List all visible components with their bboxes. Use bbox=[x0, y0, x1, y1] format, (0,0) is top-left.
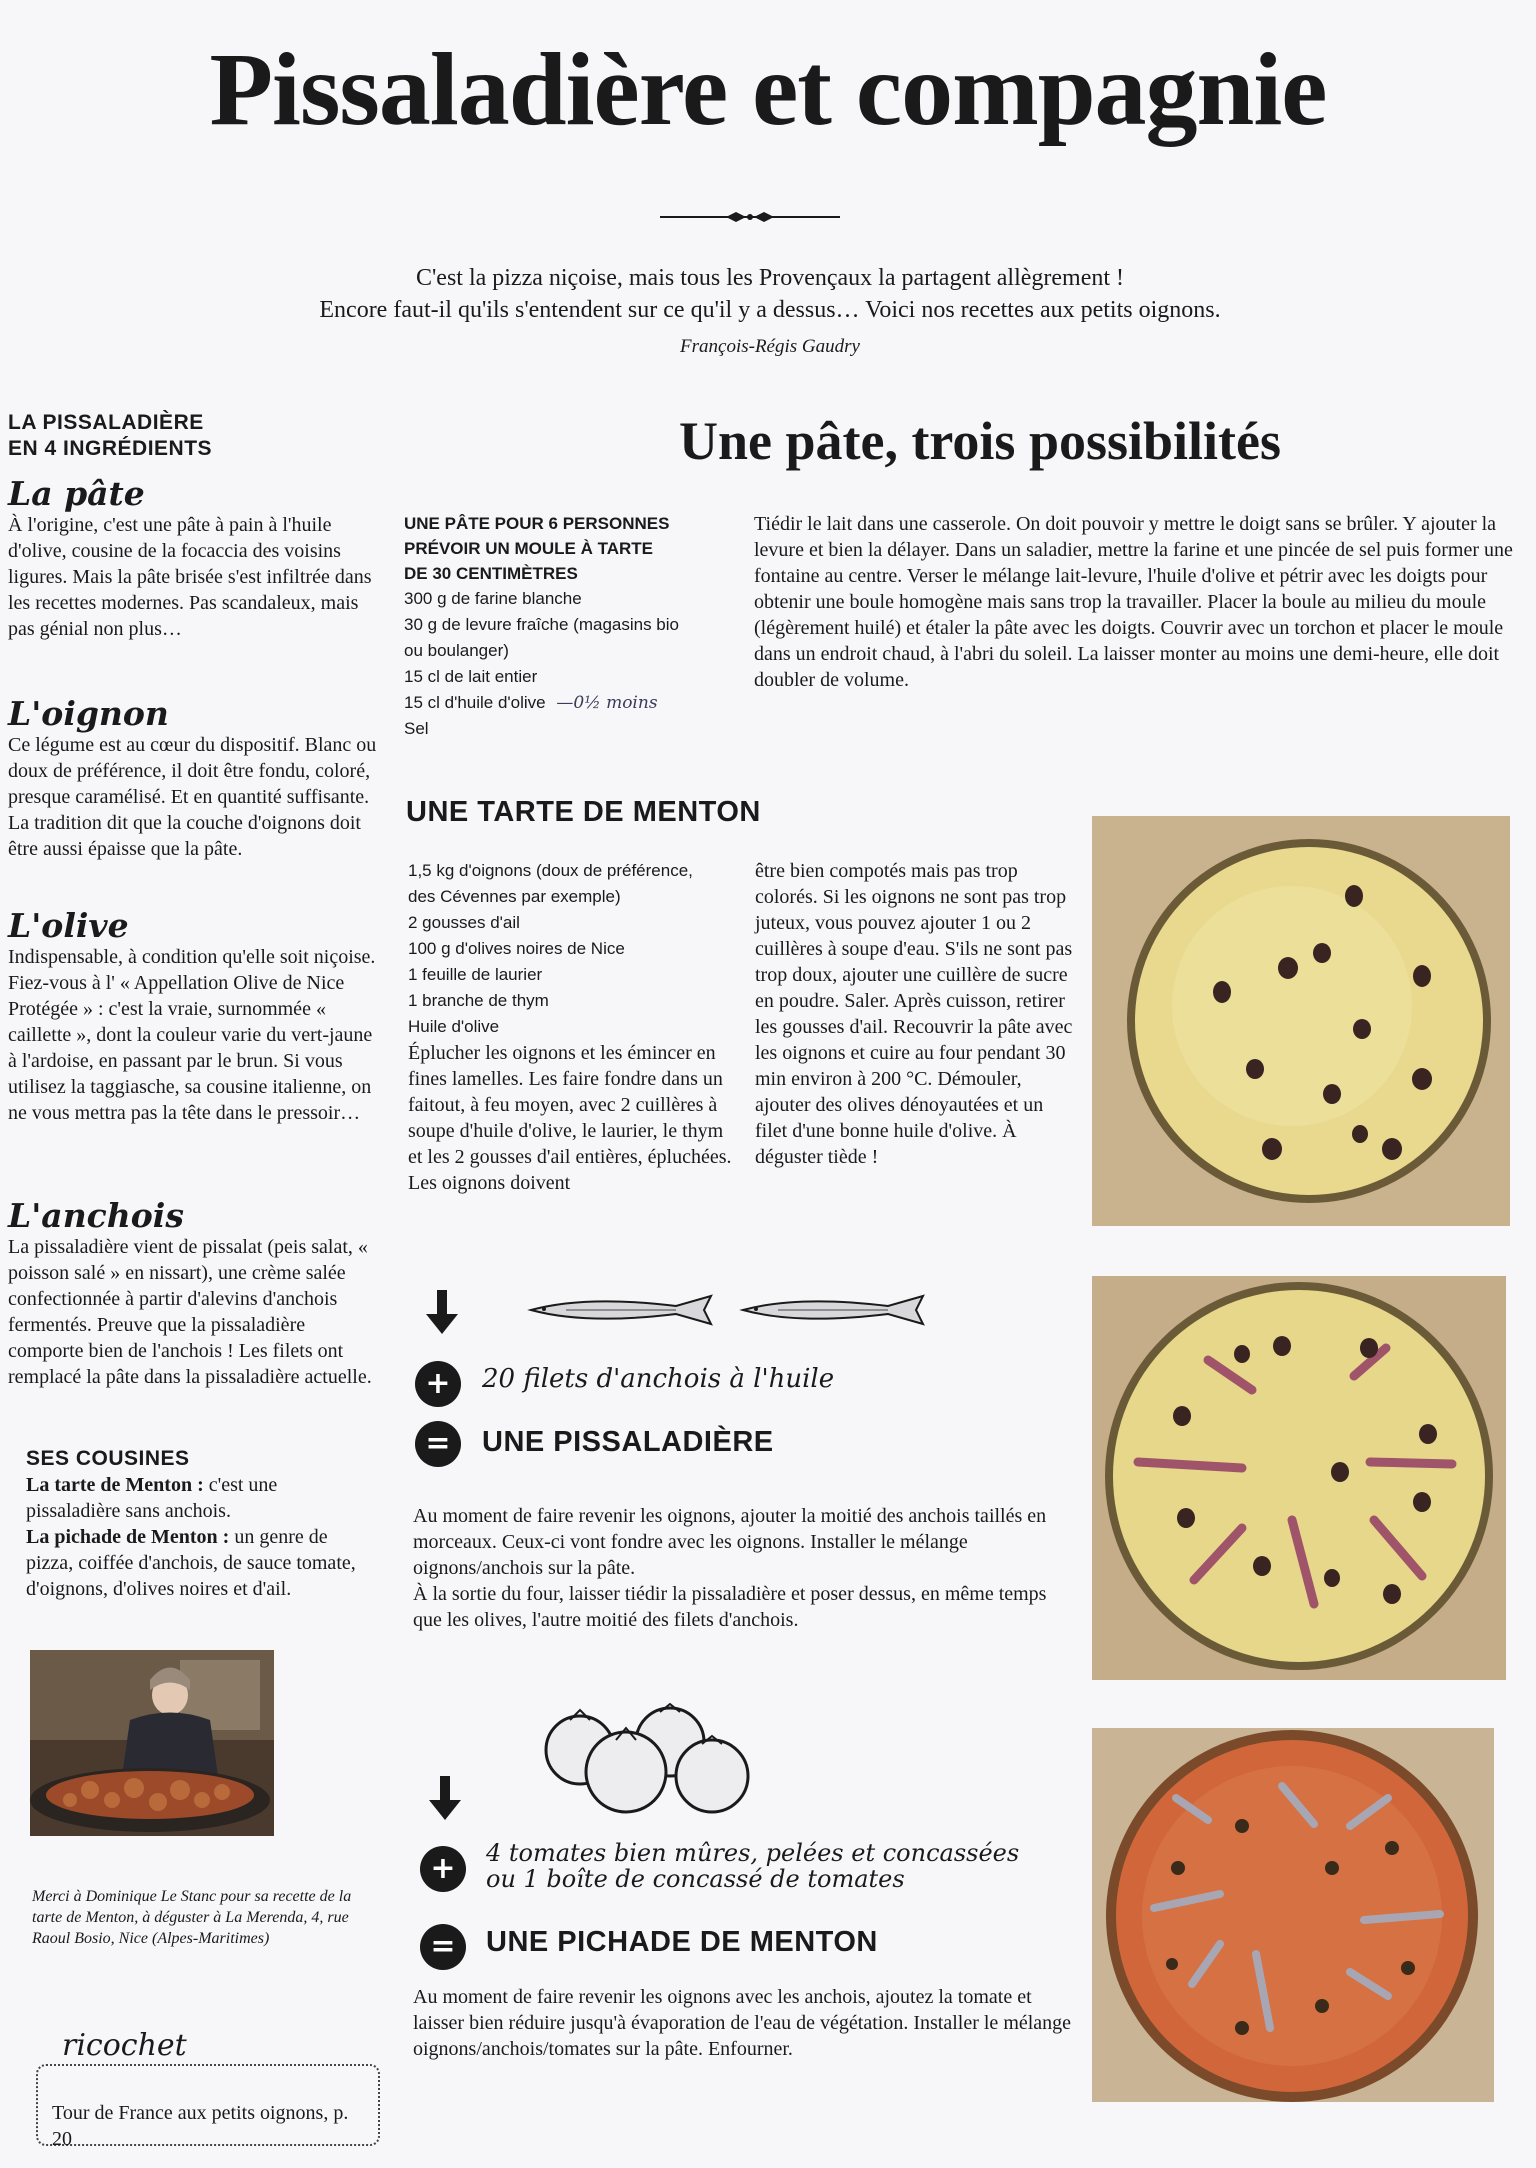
equals-icon: = bbox=[420, 1924, 466, 1970]
intro-line-1: C'est la pizza niçoise, mais tous les Provençaux la partagent allègrement ! bbox=[415, 265, 1125, 291]
dough-item: 300 g de farine blanche bbox=[404, 589, 582, 608]
menton-item: Huile d'olive bbox=[408, 1017, 500, 1036]
dough-item: ou boulanger) bbox=[404, 641, 509, 660]
intro-text bbox=[160, 262, 1380, 326]
pichade-addition-line-2: ou 1 boîte de concassé de tomates bbox=[486, 1865, 905, 1893]
pissaladiere-addition: 20 filets d'anchois à l'huile bbox=[482, 1364, 835, 1394]
pissaladiere-method: Au moment de faire revenir les oignons, ajouter la moitié des anchois taillés en morceaux. Ceux-ci vont fondre avec les oignons. Installer le mélange oignons/anchois sur la pâte. À la sortie du four, laisser tiédir la pissaladière et poser dessus, en même temps que les olives, l'autre moitié des filets d'anchois. bbox=[413, 1505, 1047, 1631]
ingredient-text: Indispensable, à condition qu'elle soit niçoise. Fiez-vous à l' « Appellation Olive de Nice Protégée » : c'est la vraie, surnommée « caillette », dont la couleur varie du vert-jaune à l'ardoise, en passant par le brun. Si vous utilisez la taggiasche, sa cousine italienne, on ne vous mettra pas la tête dans le pressoir… bbox=[8, 946, 376, 1124]
dough-item: Sel bbox=[404, 719, 429, 738]
cousins-block bbox=[26, 1446, 356, 1602]
author-name: François-Régis Gaudry bbox=[680, 336, 860, 357]
ricochet-box bbox=[36, 2064, 380, 2150]
sidebar bbox=[8, 410, 378, 462]
menton-title: UNE TARTE DE MENTON bbox=[406, 796, 761, 828]
tomatoes-icon bbox=[530, 1690, 760, 1820]
ingredient-title: L'oignon bbox=[8, 694, 169, 733]
ingredient-text: Ce légume est au cœur du dispositif. Blanc ou doux de préférence, il doit être fondu, coloré, presque caramélisé. Et en quantité suffisante. La tradition dit que la couche d'oignons doit être aussi épaisse que la pâte. bbox=[8, 734, 377, 860]
photo-caption: Merci à Dominique Le Stanc pour sa recette de la tarte de Menton, à déguster à La Merenda, 4, rue Raoul Bosio, Nice (Alpes-Maritimes) bbox=[32, 1888, 352, 1947]
menton-item: des Cévennes par exemple) bbox=[408, 887, 621, 906]
ingredient-title: L'anchois bbox=[8, 1196, 184, 1235]
ingredient-olive bbox=[8, 908, 378, 1126]
dough-item: 15 cl d'huile d'olive bbox=[404, 693, 546, 712]
ingredient-dough bbox=[8, 476, 378, 642]
menton-item: 100 g d'olives noires de Nice bbox=[408, 939, 625, 958]
dough-heading-2: PRÉVOIR UN MOULE À TARTE bbox=[404, 539, 654, 558]
cousin-2-name: La pichade de Menton : bbox=[26, 1526, 230, 1548]
menton-item: 2 gousses d'ail bbox=[408, 913, 520, 932]
pichade-addition-line-1: 4 tomates bien mûres, pelées et concassées bbox=[486, 1839, 1020, 1867]
equals-icon: = bbox=[415, 1421, 461, 1467]
anchovy-fish-icon bbox=[526, 1290, 716, 1330]
ingredient-text: À l'origine, c'est une pâte à pain à l'huile d'olive, cousine de la focaccia des voisins ligures. Mais la pâte brisée s'est infiltrée dans les recettes modernes. Pas scandaleux, mais pas génial non plus… bbox=[8, 514, 372, 640]
cousins-heading: SES COUSINES bbox=[26, 1447, 190, 1470]
ingredient-onion bbox=[8, 696, 378, 862]
pissaladiere-title: UNE PISSALADIÈRE bbox=[482, 1426, 774, 1458]
ingredient-title: L'olive bbox=[8, 906, 129, 945]
sidebar-kicker-2: EN 4 INGRÉDIENTS bbox=[8, 437, 213, 460]
intro-line-2: Encore faut-il qu'ils s'entendent sur ce qu'il y a dessus… Voici nos recettes aux petits oignons. bbox=[319, 297, 1221, 323]
ingredient-anchovy bbox=[8, 1198, 378, 1390]
arrow-down-icon bbox=[424, 1290, 442, 1334]
menton-ingredients bbox=[408, 858, 734, 1196]
menton-method-left: Éplucher les oignons et les émincer en fines lamelles. Les faire fondre dans un faitout, à feu moyen, avec 2 cuillères à soupe d'huile d'olive, le laurier, le thym et les 2 gousses d'ail entières, épluchées. Les oignons doivent bbox=[408, 1042, 732, 1194]
pichade-title: UNE PICHADE DE MENTON bbox=[486, 1926, 878, 1958]
ricochet-label: ricochet bbox=[54, 2028, 195, 2063]
ornament-divider bbox=[660, 205, 840, 229]
menton-method-right: être bien compotés mais pas trop colorés. Si les oignons ne sont pas trop juteux, vous pouvez ajouter 1 ou 2 cuillères à soupe d'eau. S'ils ne sont pas trop doux, ajouter une cuillère de sucre en poudre. Saler. Après cuisson, retirer les gousses d'ail. Recouvrir la pâte avec les oignons et cuire au four pendant 30 min environ à 200 °C. Démouler, ajouter des olives dénoyautées et un filet d'une bonne huile d'olive. À déguster tiède ! bbox=[755, 860, 1073, 1168]
menton-item: 1 branche de thym bbox=[408, 991, 549, 1010]
plus-icon: + bbox=[415, 1361, 461, 1407]
dough-heading-1: UNE PÂTE POUR 6 PERSONNES bbox=[404, 514, 670, 533]
dough-heading-3: DE 30 CENTIMÈTRES bbox=[404, 564, 578, 583]
ingredient-text: La pissaladière vient de pissalat (peis salat, « poisson salé » en nissart), une crème salée confectionnée à partir d'alevins d'anchois fermentés. Preuve que la pissaladière comporte bien de l'anchois ! Les filets ont remplacé la pâte dans la pissaladière actuelle. bbox=[8, 1236, 372, 1388]
ingredient-title: La pâte bbox=[8, 474, 145, 513]
page-title: Pissaladière et compagnie bbox=[209, 32, 1327, 147]
pichade-addition bbox=[486, 1840, 1019, 1892]
dough-ingredients bbox=[404, 511, 724, 742]
handwritten-note: —0½ moins bbox=[556, 693, 658, 713]
section-title: Une pâte, trois possibilités bbox=[678, 411, 1282, 471]
dough-item: 30 g de levure fraîche (magasins bio bbox=[404, 615, 679, 634]
cousin-1-text: c'est une pissaladière sans anchois. bbox=[26, 1474, 278, 1522]
pissaladiere-photo bbox=[1092, 1276, 1506, 1680]
sidebar-kicker-1: LA PISSALADIÈRE bbox=[8, 411, 204, 434]
pichade-photo bbox=[1092, 1728, 1494, 2102]
cousin-2-text: un genre de pizza, coiffée d'anchois, de sauce tomate, d'oignons, d'olives noires et d'ail. bbox=[26, 1526, 356, 1600]
cousin-1-name: La tarte de Menton : bbox=[26, 1474, 204, 1496]
menton-item: 1 feuille de laurier bbox=[408, 965, 543, 984]
pichade-method: Au moment de faire revenir les oignons avec les anchois, ajoutez la tomate et laisser bien réduire jusqu'à évaporation de l'eau de végétation. Installer le mélange oignons/anchois/tomates sur la pâte. Enfourner. bbox=[413, 1986, 1072, 2060]
dough-method: Tiédir le lait dans une casserole. On doit pouvoir y mettre le doigt sans se brûler. Y ajouter la levure et bien la délayer. Dans un saladier, mettre la farine et une pincée de sel puis former une fontaine au centre. Verser le mélange lait-levure, l'huile d'olive et pétrir avec les doigts pour obtenir une boule homogène mais sans trop la travailler. Placer la boule au milieu du moule (légèrement huilé) et étaler la pâte avec les doigts. Couvrir avec un torchon et placer le moule dans un endroit chaud, à l'abri du soleil. La laisser monter au moins une demi-heure, elle doit doubler de volume. bbox=[754, 513, 1513, 691]
menton-item: 1,5 kg d'oignons (doux de préférence, bbox=[408, 861, 693, 880]
chef-photo bbox=[30, 1650, 274, 1836]
ricochet-text: Tour de France aux petits oignons, p. 20 bbox=[52, 2102, 349, 2150]
anchovy-fish-icon bbox=[738, 1290, 928, 1330]
dough-item: 15 cl de lait entier bbox=[404, 667, 538, 686]
arrow-down-icon bbox=[427, 1776, 463, 1822]
tarte-de-menton-photo bbox=[1092, 816, 1510, 1226]
plus-icon: + bbox=[420, 1846, 466, 1892]
